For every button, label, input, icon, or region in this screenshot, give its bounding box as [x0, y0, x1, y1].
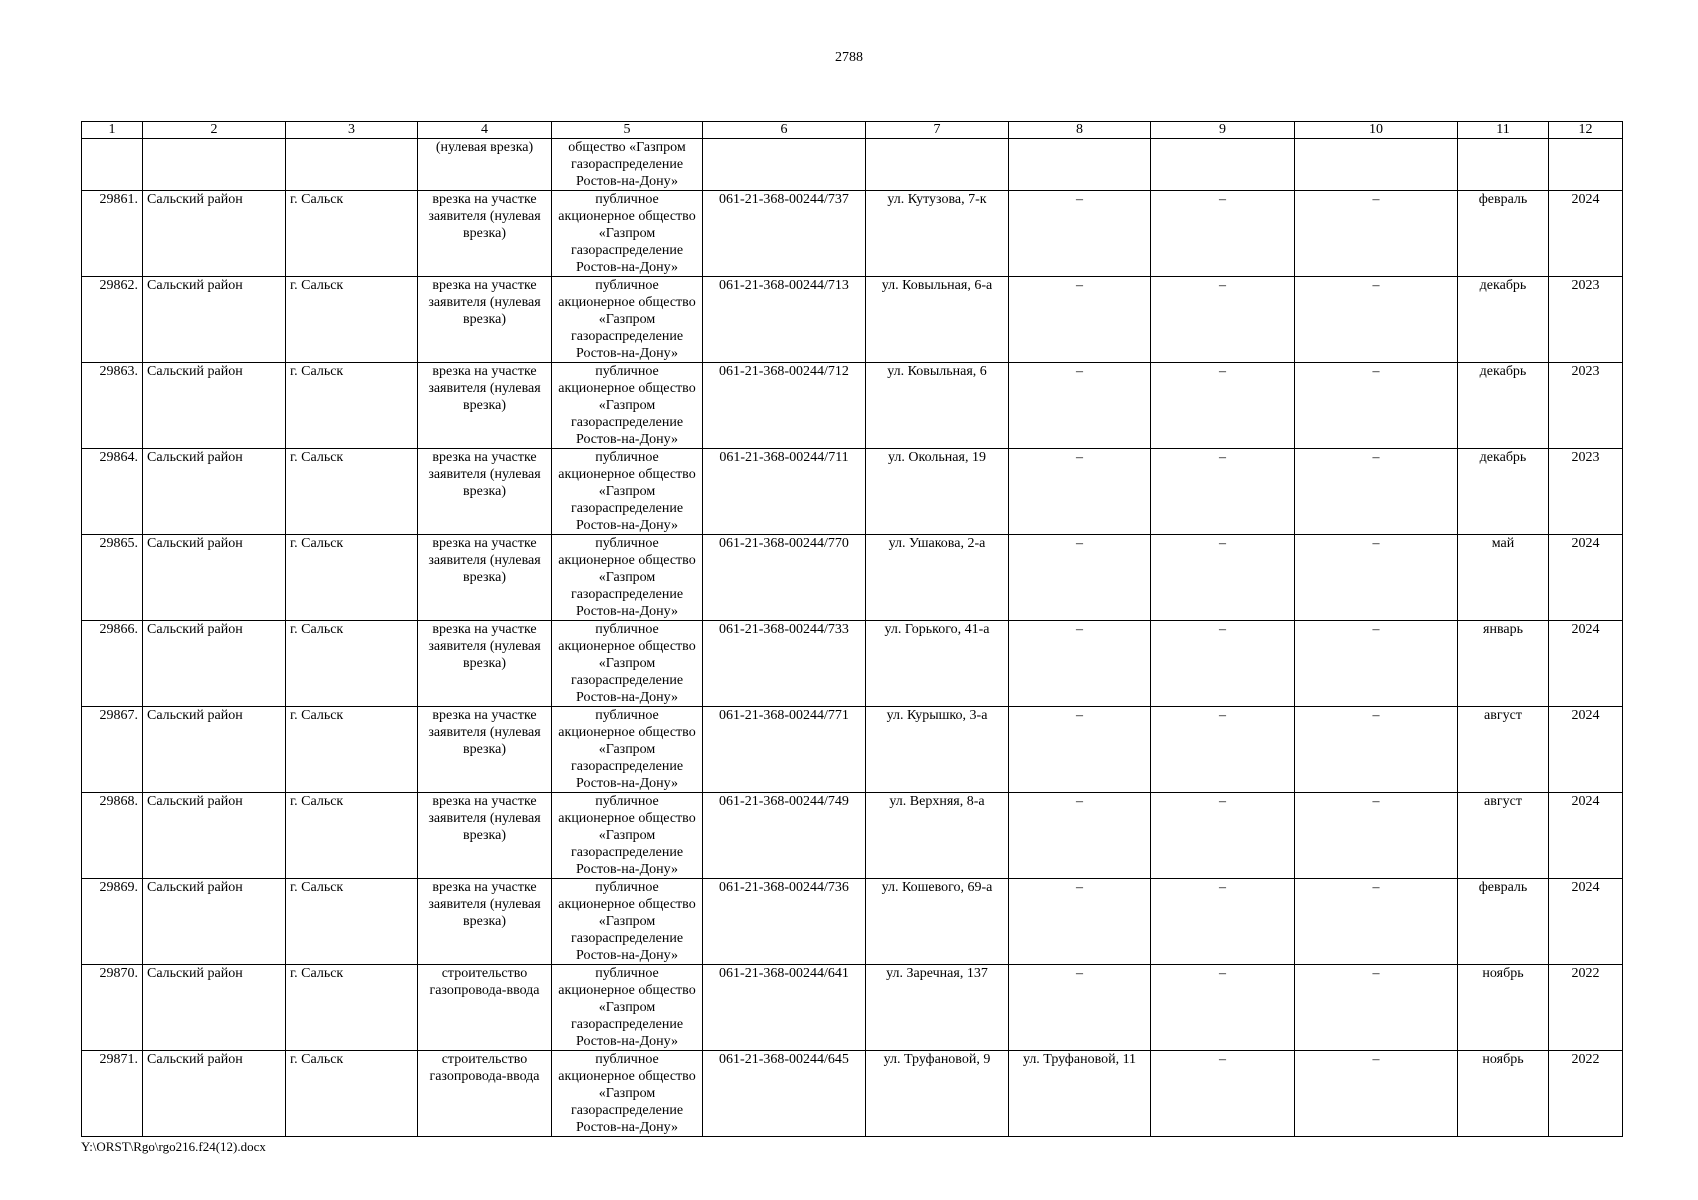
table-cell-col-2: Сальский район [143, 621, 286, 707]
table-cell-col-3: г. Сальск [286, 965, 418, 1051]
column-number-11: 11 [1458, 122, 1549, 139]
table-cell-col-9: – [1151, 449, 1295, 535]
table-cell-col-11: декабрь [1458, 277, 1549, 363]
table-cell-col-9: – [1151, 535, 1295, 621]
table-cell-col-4: строительство газопровода-ввода [418, 965, 552, 1051]
table-cell-col-2: Сальский район [143, 1051, 286, 1137]
table-cell-col-6: 061-21-368-00244/712 [703, 363, 866, 449]
table-cell-col-2: Сальский район [143, 707, 286, 793]
table-cell-col-6: 061-21-368-00244/770 [703, 535, 866, 621]
table-cell-col-1: 29867. [82, 707, 143, 793]
table-cell-col-8 [1009, 139, 1151, 191]
table-cell-col-12: 2023 [1549, 449, 1623, 535]
column-number-10: 10 [1295, 122, 1458, 139]
table-cell-col-11: август [1458, 707, 1549, 793]
table-cell-col-6: 061-21-368-00244/737 [703, 191, 866, 277]
table-cell-col-3: г. Сальск [286, 191, 418, 277]
table-cell-col-7 [866, 139, 1009, 191]
table-cell-col-8: – [1009, 363, 1151, 449]
table-cell-col-5: публичное акционерное общество «Газпром газораспределение Ростов-на-Дону» [552, 1051, 703, 1137]
table-cell-col-2: Сальский район [143, 535, 286, 621]
table-row [82, 363, 1623, 449]
table-cell-col-8: – [1009, 879, 1151, 965]
table-cell-col-7: ул. Труфановой, 9 [866, 1051, 1009, 1137]
table-cell-col-5: публичное акционерное общество «Газпром газораспределение Ростов-на-Дону» [552, 449, 703, 535]
table-row [82, 793, 1623, 879]
table-cell-col-2 [143, 139, 286, 191]
table-cell-col-10: – [1295, 965, 1458, 1051]
table-cell-col-2: Сальский район [143, 363, 286, 449]
table-cell-col-9: – [1151, 1051, 1295, 1137]
table-row [82, 621, 1623, 707]
table-cell-col-4: врезка на участке заявителя (нулевая врезка) [418, 621, 552, 707]
table-cell-col-12: 2024 [1549, 535, 1623, 621]
table-cell-col-12 [1549, 139, 1623, 191]
table-cell-col-11: ноябрь [1458, 965, 1549, 1051]
column-number-3: 3 [286, 122, 418, 139]
table-cell-col-1: 29864. [82, 449, 143, 535]
table-cell-col-3: г. Сальск [286, 793, 418, 879]
table-cell-col-11: ноябрь [1458, 1051, 1549, 1137]
column-number-4: 4 [418, 122, 552, 139]
table-cell-col-4: врезка на участке заявителя (нулевая врезка) [418, 363, 552, 449]
table-cell-col-11: февраль [1458, 879, 1549, 965]
table-cell-col-3 [286, 139, 418, 191]
table-row [82, 1051, 1623, 1137]
table-cell-col-1: 29865. [82, 535, 143, 621]
table-cell-col-12: 2024 [1549, 191, 1623, 277]
table-cell-col-6: 061-21-368-00244/645 [703, 1051, 866, 1137]
registry-table [81, 121, 1623, 1137]
table-cell-col-9: – [1151, 965, 1295, 1051]
table-cell-col-6: 061-21-368-00244/771 [703, 707, 866, 793]
table-cell-col-9: – [1151, 363, 1295, 449]
table-cell-col-5: публичное акционерное общество «Газпром газораспределение Ростов-на-Дону» [552, 621, 703, 707]
table-cell-col-12: 2024 [1549, 793, 1623, 879]
table-cell-col-7: ул. Ковыльная, 6-а [866, 277, 1009, 363]
table-cell-col-11: декабрь [1458, 449, 1549, 535]
table-cell-col-11: январь [1458, 621, 1549, 707]
table-cell-col-10: – [1295, 1051, 1458, 1137]
table-cell-col-4: врезка на участке заявителя (нулевая врезка) [418, 277, 552, 363]
table-row [82, 707, 1623, 793]
table-cell-col-10: – [1295, 449, 1458, 535]
table-cell-col-4: (нулевая врезка) [418, 139, 552, 191]
table-cell-col-7: ул. Ковыльная, 6 [866, 363, 1009, 449]
table-cell-col-9: – [1151, 793, 1295, 879]
column-number-12: 12 [1549, 122, 1623, 139]
table-cell-col-1: 29866. [82, 621, 143, 707]
table-cell-col-6: 061-21-368-00244/713 [703, 277, 866, 363]
table-row [82, 535, 1623, 621]
table-cell-col-7: ул. Курышко, 3-а [866, 707, 1009, 793]
table-cell-col-3: г. Сальск [286, 879, 418, 965]
table-body [82, 139, 1623, 1137]
table-cell-col-1 [82, 139, 143, 191]
table-cell-col-6: 061-21-368-00244/641 [703, 965, 866, 1051]
table-cell-col-10: – [1295, 277, 1458, 363]
column-number-6: 6 [703, 122, 866, 139]
table-cell-col-9 [1151, 139, 1295, 191]
table-cell-col-9: – [1151, 621, 1295, 707]
table-cell-col-9: – [1151, 277, 1295, 363]
table-cell-col-2: Сальский район [143, 879, 286, 965]
table-cell-col-6: 061-21-368-00244/736 [703, 879, 866, 965]
table-cell-col-5: публичное акционерное общество «Газпром газораспределение Ростов-на-Дону» [552, 363, 703, 449]
table-cell-col-8: – [1009, 277, 1151, 363]
table-cell-col-1: 29861. [82, 191, 143, 277]
table-cell-col-11: февраль [1458, 191, 1549, 277]
table-cell-col-8: – [1009, 449, 1151, 535]
table-cell-col-12: 2024 [1549, 621, 1623, 707]
table-cell-col-6: 061-21-368-00244/711 [703, 449, 866, 535]
table-cell-col-3: г. Сальск [286, 449, 418, 535]
table-cell-col-5: публичное акционерное общество «Газпром газораспределение Ростов-на-Дону» [552, 879, 703, 965]
table-cell-col-5: публичное акционерное общество «Газпром газораспределение Ростов-на-Дону» [552, 707, 703, 793]
table-cell-col-1: 29868. [82, 793, 143, 879]
table-cell-col-10: – [1295, 793, 1458, 879]
table-cell-col-11: май [1458, 535, 1549, 621]
table-cell-col-9: – [1151, 707, 1295, 793]
table-cell-col-12: 2023 [1549, 363, 1623, 449]
table-cell-col-3: г. Сальск [286, 707, 418, 793]
column-number-9: 9 [1151, 122, 1295, 139]
table-cell-col-10: – [1295, 191, 1458, 277]
table-cell-col-10: – [1295, 707, 1458, 793]
table-cell-col-10 [1295, 139, 1458, 191]
footer-file-path: Y:\ORST\Rgo\rgo216.f24(12).docx [81, 1139, 266, 1154]
table-cell-col-7: ул. Кутузова, 7-к [866, 191, 1009, 277]
table-cell-col-10: – [1295, 621, 1458, 707]
table-cell-col-12: 2022 [1549, 1051, 1623, 1137]
table-cell-col-4: врезка на участке заявителя (нулевая врезка) [418, 793, 552, 879]
table-cell-col-6: 061-21-368-00244/749 [703, 793, 866, 879]
table-cell-col-2: Сальский район [143, 793, 286, 879]
table-cell-col-5: общество «Газпром газораспределение Ростов-на-Дону» [552, 139, 703, 191]
table-cell-col-5: публичное акционерное общество «Газпром газораспределение Ростов-на-Дону» [552, 793, 703, 879]
table-cell-col-8: – [1009, 621, 1151, 707]
table-cell-col-8: – [1009, 535, 1151, 621]
table-cell-col-2: Сальский район [143, 277, 286, 363]
table-cell-col-3: г. Сальск [286, 621, 418, 707]
table-cell-col-7: ул. Окольная, 19 [866, 449, 1009, 535]
table-row [82, 879, 1623, 965]
table-cell-col-3: г. Сальск [286, 363, 418, 449]
table-cell-col-1: 29870. [82, 965, 143, 1051]
table-cell-col-1: 29862. [82, 277, 143, 363]
column-number-7: 7 [866, 122, 1009, 139]
table-cell-col-5: публичное акционерное общество «Газпром газораспределение Ростов-на-Дону» [552, 535, 703, 621]
table-cell-col-8: – [1009, 965, 1151, 1051]
table-cell-col-1: 29869. [82, 879, 143, 965]
table-cell-col-11: декабрь [1458, 363, 1549, 449]
table-cell-col-7: ул. Кошевого, 69-а [866, 879, 1009, 965]
table-row [82, 191, 1623, 277]
table-row [82, 965, 1623, 1051]
table-cell-col-5: публичное акционерное общество «Газпром газораспределение Ростов-на-Дону» [552, 277, 703, 363]
continuation-row [82, 139, 1623, 191]
table-cell-col-4: врезка на участке заявителя (нулевая врезка) [418, 535, 552, 621]
table-cell-col-4: врезка на участке заявителя (нулевая врезка) [418, 191, 552, 277]
table-cell-col-12: 2023 [1549, 277, 1623, 363]
table-cell-col-12: 2022 [1549, 965, 1623, 1051]
table-cell-col-4: строительство газопровода-ввода [418, 1051, 552, 1137]
table-cell-col-8: – [1009, 191, 1151, 277]
table-cell-col-10: – [1295, 879, 1458, 965]
column-number-5: 5 [552, 122, 703, 139]
table-cell-col-2: Сальский район [143, 449, 286, 535]
column-number-row [82, 122, 1623, 139]
table-cell-col-11: август [1458, 793, 1549, 879]
table-cell-col-5: публичное акционерное общество «Газпром газораспределение Ростов-на-Дону» [552, 965, 703, 1051]
table-row [82, 449, 1623, 535]
table-cell-col-4: врезка на участке заявителя (нулевая врезка) [418, 879, 552, 965]
table-cell-col-5: публичное акционерное общество «Газпром газораспределение Ростов-на-Дону» [552, 191, 703, 277]
table-cell-col-6: 061-21-368-00244/733 [703, 621, 866, 707]
column-number-1: 1 [82, 122, 143, 139]
table-cell-col-1: 29871. [82, 1051, 143, 1137]
column-number-8: 8 [1009, 122, 1151, 139]
table-cell-col-10: – [1295, 363, 1458, 449]
table-cell-col-7: ул. Ушакова, 2-а [866, 535, 1009, 621]
table-cell-col-2: Сальский район [143, 191, 286, 277]
table-cell-col-8: – [1009, 707, 1151, 793]
table-header [82, 122, 1623, 139]
column-number-2: 2 [143, 122, 286, 139]
table-cell-col-9: – [1151, 879, 1295, 965]
page-number: 2788 [835, 50, 863, 65]
table-cell-col-2: Сальский район [143, 965, 286, 1051]
table-row [82, 277, 1623, 363]
table-cell-col-7: ул. Верхняя, 8-а [866, 793, 1009, 879]
table-cell-col-8: ул. Труфановой, 11 [1009, 1051, 1151, 1137]
table-cell-col-3: г. Сальск [286, 277, 418, 363]
table-cell-col-7: ул. Заречная, 137 [866, 965, 1009, 1051]
table-cell-col-6 [703, 139, 866, 191]
table-cell-col-3: г. Сальск [286, 535, 418, 621]
table-cell-col-12: 2024 [1549, 879, 1623, 965]
table-cell-col-8: – [1009, 793, 1151, 879]
table-cell-col-3: г. Сальск [286, 1051, 418, 1137]
table-cell-col-4: врезка на участке заявителя (нулевая врезка) [418, 707, 552, 793]
table-cell-col-1: 29863. [82, 363, 143, 449]
table-cell-col-11 [1458, 139, 1549, 191]
table-cell-col-10: – [1295, 535, 1458, 621]
table-cell-col-9: – [1151, 191, 1295, 277]
table-cell-col-12: 2024 [1549, 707, 1623, 793]
table-cell-col-4: врезка на участке заявителя (нулевая врезка) [418, 449, 552, 535]
table-cell-col-7: ул. Горького, 41-а [866, 621, 1009, 707]
